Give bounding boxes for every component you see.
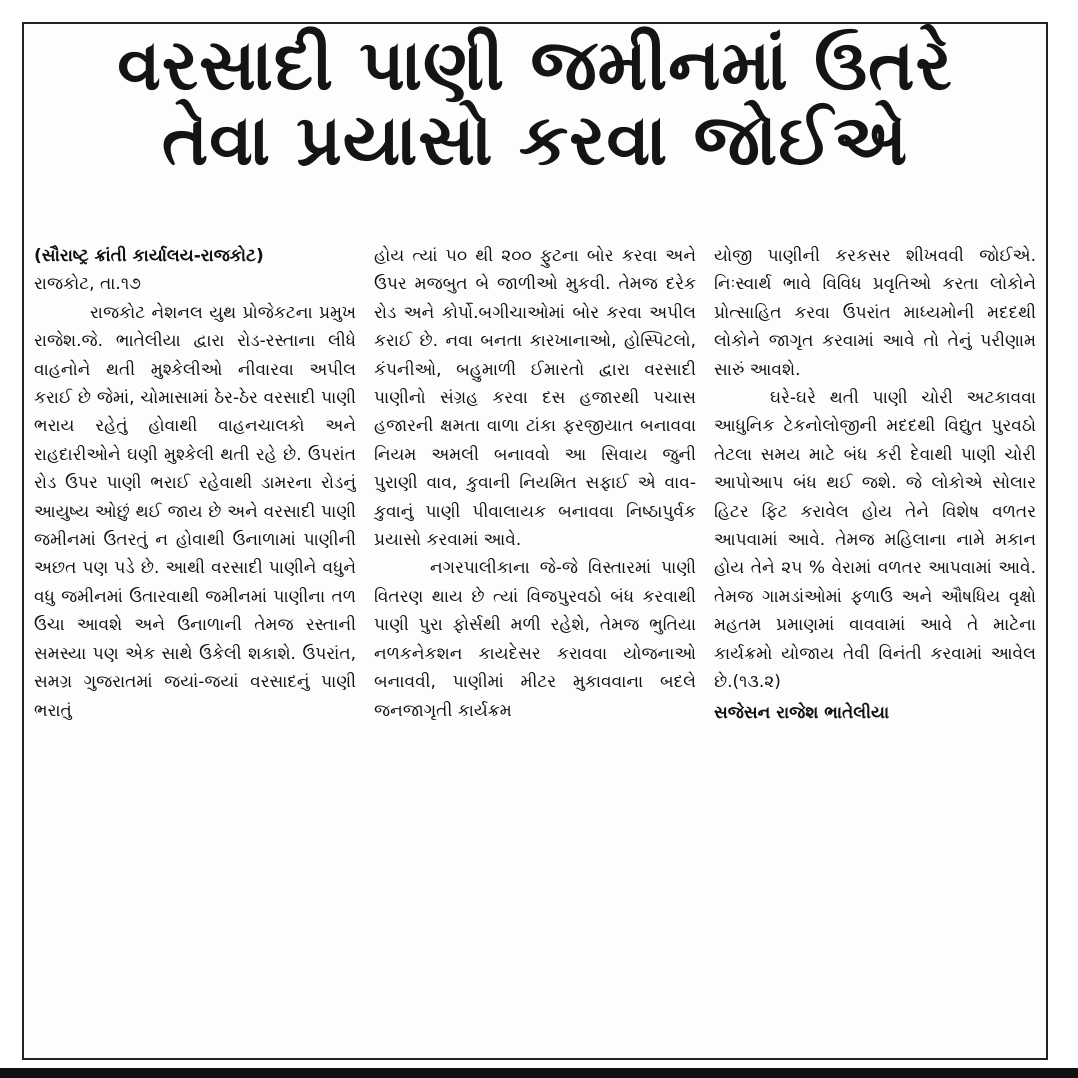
agency-credit: (સૌરાષ્ટ્ર ક્રાંતી કાર્યાલય-રાજકોટ) xyxy=(34,246,264,266)
paragraph: રાજકોટ નેશનલ યુથ પ્રોજેકટના પ્રમુખ રાજેશ.જે. ભાતેલીયા દ્વારા રોડ-રસ્તાના લીધે વાહનોને થતી મુશ્કેલીઓ નીવારવા અપીલ કરાઈ છે જેમાં, ચોમાસામાં ઠેર-ઠેર વરસાદી પાણી ભરાય રહેતું હોવાથી વાહનચાલકો અને રાહદારીઓને ઘણી મુશ્કેલી થતી રહે છે. ઉપરાંત રોડ ઉપર પાણી ભરાઈ રહેવાથી ડામરના રોડનું આયુષ્ય ઓછું થઈ જાય છે અને વરસાદી પાણી જમીનમાં ઉતરતું ન હોવાથી ઉનાળામાં પાણીની અછત પણ પડે છે. આથી વરસાદી પાણીને વધુને વધુ જમીનમાં ઉતારવાથી જમીનમાં પાણીના તળ ઉચા આવશે અને ઉનાળાની તેમજ રસ્તાની સમસ્યા પણ એક સાથે ઉકેલી શકાશે. ઉપરાંત, સમગ્ર ગુજરાતમાં જયાં-જયાં વરસાદનું પાણી ભરાતું xyxy=(34,302,356,721)
paragraph: ઘરે-ઘરે થતી પાણી ચોરી અટકાવવા આધુનિક ટેકનોલોજીની મદદથી વિદ્યુત પુરવઠો તેટલા સમય માટે બંધ કરી દેવાથી પાણી ચોરી આપોઆપ બંધ થઈ જશે. જે લોકોએ સોલાર હિટર ફિટ કરાવેલ હોય તેને વિશેષ વળતર આપવામાં આવે. તેમજ મહિલાના નામે મકાન હોય તેને ૨૫ % વેરામાં વળતર આપવામાં આવે. તેમજ ગામડાંઓમાં ફળાઉ અને ઔષધિય વૃક્ષો મહતમ પ્રમાણમાં વાવવામાં આવે તે માટેના કાર્યક્રમો યોજાય તેવી વિનંતી કરવામાં આવેલ છે.(૧૩.૨) xyxy=(714,388,1036,693)
article-body xyxy=(34,242,1036,1040)
bottom-border xyxy=(0,1068,1078,1078)
headline-line-2: તેવા પ્રયાસો કરવા જોઈએ xyxy=(161,99,909,182)
paragraph: હોય ત્યાં ૫૦ થી ૨૦૦ ફુટના બોર કરવા અને ઉપર મજબુત બે જાળીઓ મુકવી. તેમજ દરેક રોડ અને કોર્પો.બગીચાઓમાં બોર કરવા અપીલ કરાઈ છે. નવા બનતા કારખાનાઓ, હોસ્પિટલો, કંપનીઓ, બહુમાળી ઈમારતો દ્વારા વરસાદી પાણીનો સંગ્રહ કરવા દસ હજારથી પચાસ હજારની ક્ષમતા વાળા ટાંકા ફરજીયાત બનાવવા નિયમ અમલી બનાવવો આ સિવાય જુની પુરાણી વાવ, કુવાની નિયમિત સફાઈ એ વાવ-કુવાનું પાણી પીવાલાયક બનાવવા નિષ્ઠાપુર્વક પ્રયાસો કરવામાં આવે. xyxy=(374,246,696,551)
headline-line-1: વરસાદી પાણી જમીનમાં ઉતરે xyxy=(117,24,953,106)
byline: સજેસન રાજેશ ભાતેલીયા xyxy=(714,702,890,723)
article-column-1 xyxy=(34,242,356,1040)
newspaper-clipping xyxy=(22,22,1048,1060)
article-column-3 xyxy=(714,242,1036,1040)
article-column-2 xyxy=(374,242,696,1040)
paragraph: યોજી પાણીની કરકસર શીખવવી જોઈએ. નિઃસ્વાર્થ ભાવે વિવિધ પ્રવૃતિઓ કરતા લોકોને પ્રોત્સાહિત કરવા ઉપરાંત માધ્યમોની મદદથી લોકોને જાગૃત કરવામાં આવે તો તેનું પરીણામ સારું આવશે. xyxy=(714,246,1036,380)
dateline: રાજકોટ, તા.૧૭ xyxy=(34,274,141,295)
paragraph: નગરપાલીકાના જે-જે વિસ્તારમાં પાણી વિતરણ થાય છે ત્યાં વિજપુરવઠો બંધ કરવાથી પાણી પુરા ફોર્સથી મળી રહેશે, તેમજ ભુતિયા નળકનેકશન કાયદેસર કરાવવા યોજનાઓ બનાવવી, પાણીમાં મીટર મુકાવવાના બદલે જનજાગૃતી કાર્યક્રમ xyxy=(374,558,696,721)
